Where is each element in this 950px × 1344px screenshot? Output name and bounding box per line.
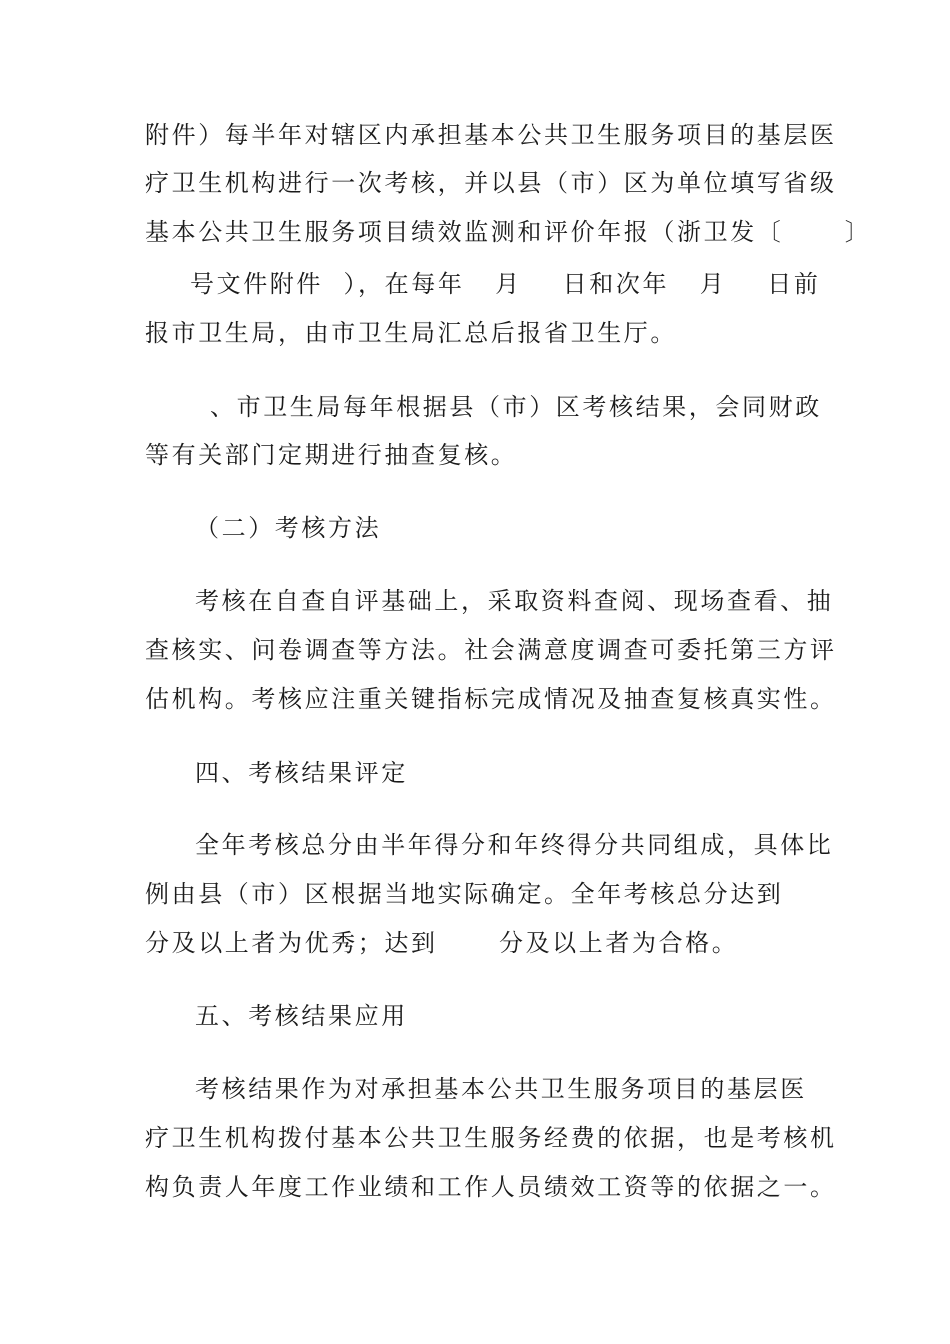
paragraph-line: 全年考核总分由半年得分和年终得分共同组成，具体比 [195,831,834,859]
paragraph-line: 例由县（市）区根据当地实际确定。全年考核总分达到 [145,880,784,908]
paragraph-line: 构负责人年度工作业绩和工作人员绩效工资等的依据之一。 [145,1173,837,1201]
paragraph-line: 、市卫生局每年根据县（市）区考核结果，会同财政 [210,393,822,421]
paragraph-line: 基本公共卫生服务项目绩效监测和评价年报（浙卫发〔 〕 [145,218,872,246]
paragraph-line: 号文件附件 ），在每年 月 日和次年 月 日前 [190,270,821,298]
paragraph-line: 等有关部门定期进行抽查复核。 [145,441,518,469]
paragraph-line: 分及以上者为优秀；达到 分及以上者为合格。 [145,929,739,957]
paragraph-line: 考核结果作为对承担基本公共卫生服务项目的基层医 [195,1075,807,1103]
paragraph-line: 查核实、问卷调查等方法。社会满意度调查可委托第三方评 [145,636,837,664]
paragraph-line: 附件）每半年对辖区内承担基本公共卫生服务项目的基层医 [145,121,837,149]
paragraph-line: 疗卫生机构拨付基本公共卫生服务经费的依据，也是考核机 [145,1124,837,1152]
section-heading: 五、考核结果应用 [195,1002,408,1030]
paragraph-line: 报市卫生局，由市卫生局汇总后报省卫生厅。 [145,319,677,347]
section-heading: 四、考核结果评定 [195,759,408,787]
paragraph-line: 疗卫生机构进行一次考核，并以县（市）区为单位填写省级 [145,169,837,197]
paragraph-line: 考核在自查自评基础上，采取资料查阅、现场查看、抽 [195,587,834,615]
section-heading: （二）考核方法 [195,514,382,542]
paragraph-line: 估机构。考核应注重关键指标完成情况及抽查复核真实性。 [145,685,837,713]
